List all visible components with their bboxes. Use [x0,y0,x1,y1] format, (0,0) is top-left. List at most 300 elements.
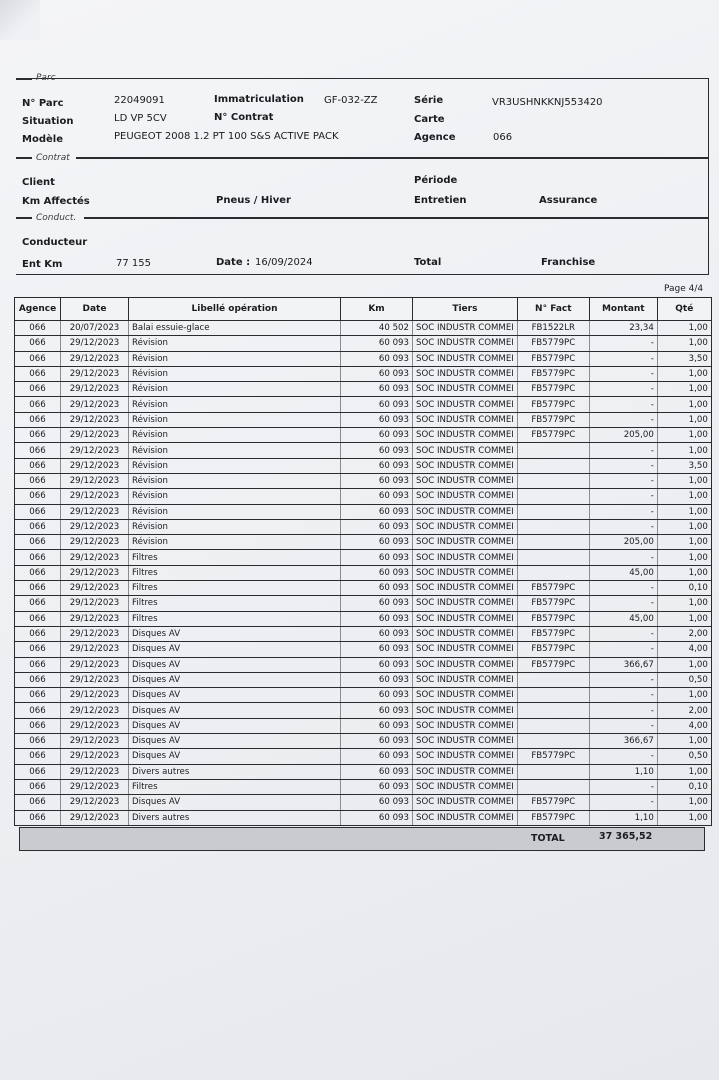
cell-qte: 0,10 [657,581,711,596]
cell-km: 60 093 [341,764,413,779]
cell-km: 60 093 [341,519,413,534]
cell-km: 60 093 [341,458,413,473]
cell-libelle: Filtres [129,611,341,626]
cell-km: 60 093 [341,718,413,733]
cell-libelle: Filtres [129,550,341,565]
cell-agence: 066 [15,458,61,473]
col-header-agence: Agence [15,298,61,321]
cell-km: 60 093 [341,535,413,550]
label-situation: Situation [22,116,74,127]
cell-qte: 1,00 [657,366,711,381]
cell-agence: 066 [15,550,61,565]
cell-tiers: SOC INDUSTR COMMEI [413,443,518,458]
cell-no-fact [517,703,589,718]
divider [16,157,32,159]
cell-tiers: SOC INDUSTR COMMEI [413,810,518,825]
header-box [16,78,709,275]
table-row [15,336,712,351]
cell-qte: 2,00 [657,626,711,641]
cell-libelle: Révision [129,443,341,458]
cell-date: 29/12/2023 [61,382,129,397]
cell-no-fact [517,535,589,550]
cell-libelle: Disques AV [129,642,341,657]
cell-qte: 1,00 [657,535,711,550]
label-no-parc: N° Parc [22,98,64,109]
cell-agence: 066 [15,626,61,641]
cell-date: 29/12/2023 [61,718,129,733]
cell-km: 60 093 [341,351,413,366]
table-row [15,550,712,565]
col-header-libelle: Libellé opération [129,298,341,321]
value-serie: VR3USHNKKNJ553420 [492,97,603,108]
cell-tiers: SOC INDUSTR COMMEI [413,519,518,534]
cell-montant: - [589,779,657,794]
cell-date: 29/12/2023 [61,443,129,458]
cell-montant: 205,00 [589,535,657,550]
cell-km: 60 093 [341,672,413,687]
cell-qte: 0,50 [657,749,711,764]
label-franchise: Franchise [541,257,596,268]
cell-qte: 1,00 [657,611,711,626]
cell-tiers: SOC INDUSTR COMMEI [413,550,518,565]
cell-km: 60 093 [341,412,413,427]
cell-date: 29/12/2023 [61,397,129,412]
cell-no-fact: FB5779PC [517,412,589,427]
cell-qte: 1,00 [657,504,711,519]
table-body [15,321,712,826]
cell-montant: - [589,581,657,596]
cell-agence: 066 [15,351,61,366]
cell-qte: 1,00 [657,795,711,810]
label-ent-km: Ent Km [22,259,63,270]
cell-qte: 1,00 [657,321,711,336]
cell-qte: 1,00 [657,764,711,779]
cell-date: 29/12/2023 [61,565,129,580]
cell-agence: 066 [15,779,61,794]
cell-km: 60 093 [341,688,413,703]
cell-montant: - [589,672,657,687]
cell-libelle: Révision [129,489,341,504]
cell-libelle: Divers autres [129,764,341,779]
total-value: 37 365,52 [599,831,653,842]
cell-libelle: Disques AV [129,657,341,672]
cell-km: 60 093 [341,366,413,381]
cell-date: 29/12/2023 [61,428,129,443]
table-row [15,458,712,473]
label-carte: Carte [414,114,445,125]
cell-tiers: SOC INDUSTR COMMEI [413,596,518,611]
cell-date: 29/12/2023 [61,734,129,749]
cell-libelle: Disques AV [129,749,341,764]
divider [16,217,32,219]
table-row [15,672,712,687]
cell-montant: - [589,443,657,458]
table-row [15,565,712,580]
cell-montant: - [589,412,657,427]
cell-km: 60 093 [341,657,413,672]
cell-libelle: Révision [129,458,341,473]
cell-km: 40 502 [341,321,413,336]
divider [84,217,708,219]
cell-no-fact [517,565,589,580]
cell-montant: - [589,688,657,703]
cell-date: 29/12/2023 [61,779,129,794]
col-header-tiers: Tiers [413,298,518,321]
cell-agence: 066 [15,795,61,810]
cell-tiers: SOC INDUSTR COMMEI [413,734,518,749]
cell-libelle: Révision [129,428,341,443]
cell-tiers: SOC INDUSTR COMMEI [413,428,518,443]
cell-qte: 0,50 [657,672,711,687]
cell-qte: 1,00 [657,382,711,397]
cell-tiers: SOC INDUSTR COMMEI [413,581,518,596]
cell-tiers: SOC INDUSTR COMMEI [413,489,518,504]
cell-date: 29/12/2023 [61,412,129,427]
table-row [15,611,712,626]
cell-date: 29/12/2023 [61,366,129,381]
cell-no-fact: FB5779PC [517,810,589,825]
cell-qte: 1,00 [657,489,711,504]
label-modele: Modèle [22,134,63,145]
cell-agence: 066 [15,657,61,672]
section-parc: Parc [36,73,56,83]
cell-tiers: SOC INDUSTR COMMEI [413,351,518,366]
cell-qte: 1,00 [657,519,711,534]
cell-libelle: Disques AV [129,672,341,687]
cell-montant: - [589,642,657,657]
table-row [15,734,712,749]
cell-qte: 1,00 [657,428,711,443]
cell-tiers: SOC INDUSTR COMMEI [413,611,518,626]
table-row [15,642,712,657]
cell-tiers: SOC INDUSTR COMMEI [413,397,518,412]
cell-no-fact: FB5779PC [517,351,589,366]
table-row [15,626,712,641]
cell-agence: 066 [15,473,61,488]
cell-agence: 066 [15,596,61,611]
table-row [15,443,712,458]
col-header-qte: Qté [657,298,711,321]
cell-no-fact: FB5779PC [517,626,589,641]
section-contrat: Contrat [36,153,70,163]
cell-no-fact [517,734,589,749]
cell-no-fact: FB5779PC [517,596,589,611]
cell-libelle: Balai essuie-glace [129,321,341,336]
table-row [15,489,712,504]
cell-qte: 1,00 [657,397,711,412]
cell-tiers: SOC INDUSTR COMMEI [413,764,518,779]
cell-agence: 066 [15,443,61,458]
cell-km: 60 093 [341,550,413,565]
cell-no-fact: FB5779PC [517,581,589,596]
cell-libelle: Révision [129,351,341,366]
cell-tiers: SOC INDUSTR COMMEI [413,504,518,519]
label-km-affectes: Km Affectés [22,196,90,207]
cell-km: 60 093 [341,779,413,794]
cell-no-fact [517,443,589,458]
label-date: Date : [216,257,251,268]
table-row [15,382,712,397]
cell-qte: 2,00 [657,703,711,718]
cell-montant: 45,00 [589,611,657,626]
cell-km: 60 093 [341,749,413,764]
cell-montant: - [589,703,657,718]
cell-km: 60 093 [341,504,413,519]
table-row [15,688,712,703]
cell-agence: 066 [15,489,61,504]
cell-no-fact [517,550,589,565]
cell-no-fact: FB5779PC [517,336,589,351]
cell-qte: 1,00 [657,596,711,611]
cell-date: 29/12/2023 [61,535,129,550]
cell-montant: 366,67 [589,657,657,672]
cell-montant: - [589,489,657,504]
cell-date: 29/12/2023 [61,351,129,366]
cell-no-fact [517,779,589,794]
cell-montant: - [589,504,657,519]
value-no-parc: 22049091 [114,95,165,106]
cell-libelle: Révision [129,504,341,519]
page-fold [0,0,40,40]
cell-no-fact: FB5779PC [517,366,589,381]
cell-date: 29/12/2023 [61,764,129,779]
cell-montant: - [589,397,657,412]
cell-no-fact [517,672,589,687]
col-header-montant: Montant [589,298,657,321]
cell-date: 29/12/2023 [61,703,129,718]
cell-date: 29/12/2023 [61,519,129,534]
cell-libelle: Filtres [129,779,341,794]
cell-agence: 066 [15,321,61,336]
cell-libelle: Disques AV [129,734,341,749]
cell-tiers: SOC INDUSTR COMMEI [413,382,518,397]
cell-tiers: SOC INDUSTR COMMEI [413,412,518,427]
cell-libelle: Filtres [129,596,341,611]
value-ent-km: 77 155 [116,258,151,269]
table-row [15,779,712,794]
cell-montant: - [589,749,657,764]
table-row [15,366,712,381]
cell-libelle: Révision [129,535,341,550]
cell-agence: 066 [15,428,61,443]
cell-montant: 366,67 [589,734,657,749]
cell-agence: 066 [15,565,61,580]
cell-agence: 066 [15,734,61,749]
cell-tiers: SOC INDUSTR COMMEI [413,703,518,718]
cell-qte: 1,00 [657,412,711,427]
cell-qte: 1,00 [657,810,711,825]
cell-montant: - [589,519,657,534]
table-row [15,596,712,611]
value-date: 16/09/2024 [255,257,313,268]
cell-tiers: SOC INDUSTR COMMEI [413,688,518,703]
cell-agence: 066 [15,688,61,703]
cell-agence: 066 [15,611,61,626]
cell-montant: - [589,718,657,733]
cell-qte: 3,50 [657,351,711,366]
cell-km: 60 093 [341,473,413,488]
divider [76,157,708,159]
label-conducteur: Conducteur [22,237,88,248]
label-entretien: Entretien [414,195,467,206]
cell-km: 60 093 [341,611,413,626]
cell-agence: 066 [15,749,61,764]
table-header-row [15,298,712,321]
label-serie: Série [414,95,444,106]
table-row [15,504,712,519]
cell-qte: 1,00 [657,565,711,580]
cell-date: 29/12/2023 [61,672,129,687]
cell-montant: 45,00 [589,565,657,580]
cell-date: 20/07/2023 [61,321,129,336]
cell-date: 29/12/2023 [61,642,129,657]
cell-libelle: Disques AV [129,703,341,718]
cell-montant: 205,00 [589,428,657,443]
cell-date: 29/12/2023 [61,581,129,596]
cell-tiers: SOC INDUSTR COMMEI [413,626,518,641]
cell-libelle: Filtres [129,565,341,580]
table-row [15,764,712,779]
cell-montant: - [589,366,657,381]
label-no-contrat: N° Contrat [214,112,274,123]
cell-date: 29/12/2023 [61,810,129,825]
cell-libelle: Révision [129,366,341,381]
table-row [15,810,712,825]
cell-no-fact [517,489,589,504]
cell-libelle: Révision [129,397,341,412]
col-header-no-fact: N° Fact [517,298,589,321]
value-situation: LD VP 5CV [114,113,167,124]
cell-qte: 1,00 [657,688,711,703]
cell-no-fact: FB5779PC [517,642,589,657]
cell-no-fact: FB5779PC [517,428,589,443]
cell-montant: - [589,336,657,351]
cell-tiers: SOC INDUSTR COMMEI [413,642,518,657]
cell-montant: - [589,626,657,641]
cell-no-fact: FB5779PC [517,795,589,810]
cell-no-fact [517,718,589,733]
cell-tiers: SOC INDUSTR COMMEI [413,321,518,336]
table-row [15,581,712,596]
divider [16,78,32,80]
label-immatriculation: Immatriculation [214,94,304,105]
cell-date: 29/12/2023 [61,336,129,351]
cell-agence: 066 [15,382,61,397]
cell-agence: 066 [15,535,61,550]
cell-libelle: Divers autres [129,810,341,825]
cell-agence: 066 [15,397,61,412]
cell-tiers: SOC INDUSTR COMMEI [413,473,518,488]
cell-qte: 4,00 [657,718,711,733]
cell-no-fact: FB5779PC [517,611,589,626]
table-row [15,703,712,718]
cell-no-fact [517,458,589,473]
cell-date: 29/12/2023 [61,458,129,473]
table-row [15,428,712,443]
cell-km: 60 093 [341,810,413,825]
cell-date: 29/12/2023 [61,473,129,488]
cell-km: 60 093 [341,443,413,458]
cell-qte: 1,00 [657,550,711,565]
cell-qte: 1,00 [657,657,711,672]
cell-date: 29/12/2023 [61,626,129,641]
cell-libelle: Filtres [129,581,341,596]
cell-agence: 066 [15,764,61,779]
cell-libelle: Disques AV [129,626,341,641]
cell-libelle: Révision [129,336,341,351]
cell-tiers: SOC INDUSTR COMMEI [413,779,518,794]
cell-qte: 1,00 [657,473,711,488]
cell-agence: 066 [15,672,61,687]
cell-no-fact [517,504,589,519]
cell-libelle: Révision [129,473,341,488]
cell-qte: 1,00 [657,336,711,351]
table-row [15,397,712,412]
label-pneus-hiver: Pneus / Hiver [216,195,291,206]
cell-tiers: SOC INDUSTR COMMEI [413,565,518,580]
cell-agence: 066 [15,519,61,534]
label-client: Client [22,177,55,188]
cell-libelle: Disques AV [129,795,341,810]
cell-tiers: SOC INDUSTR COMMEI [413,795,518,810]
value-modele: PEUGEOT 2008 1.2 PT 100 S&S ACTIVE PACK [114,131,339,142]
label-assurance: Assurance [539,195,598,206]
section-conduct: Conduct. [36,213,77,223]
cell-tiers: SOC INDUSTR COMMEI [413,718,518,733]
table-row [15,321,712,336]
cell-date: 29/12/2023 [61,657,129,672]
cell-date: 29/12/2023 [61,550,129,565]
cell-date: 29/12/2023 [61,688,129,703]
cell-no-fact: FB5779PC [517,382,589,397]
cell-no-fact [517,473,589,488]
cell-no-fact: FB5779PC [517,657,589,672]
cell-qte: 1,00 [657,443,711,458]
cell-no-fact: FB1522LR [517,321,589,336]
table-row [15,749,712,764]
cell-qte: 1,00 [657,734,711,749]
cell-no-fact: FB5779PC [517,397,589,412]
page-number: Page 4/4 [664,284,704,294]
cell-km: 60 093 [341,596,413,611]
cell-libelle: Révision [129,382,341,397]
cell-date: 29/12/2023 [61,489,129,504]
cell-agence: 066 [15,366,61,381]
table-row [15,657,712,672]
cell-tiers: SOC INDUSTR COMMEI [413,458,518,473]
cell-agence: 066 [15,504,61,519]
cell-km: 60 093 [341,397,413,412]
cell-montant: - [589,473,657,488]
cell-libelle: Révision [129,519,341,534]
cell-agence: 066 [15,810,61,825]
cell-montant: 1,10 [589,810,657,825]
cell-date: 29/12/2023 [61,795,129,810]
value-immatriculation: GF-032-ZZ [324,95,378,106]
cell-km: 60 093 [341,565,413,580]
cell-no-fact [517,519,589,534]
cell-tiers: SOC INDUSTR COMMEI [413,749,518,764]
cell-km: 60 093 [341,428,413,443]
cell-montant: - [589,458,657,473]
cell-km: 60 093 [341,626,413,641]
cell-date: 29/12/2023 [61,504,129,519]
cell-date: 29/12/2023 [61,596,129,611]
cell-montant: - [589,550,657,565]
cell-km: 60 093 [341,336,413,351]
cell-tiers: SOC INDUSTR COMMEI [413,535,518,550]
table-row [15,795,712,810]
